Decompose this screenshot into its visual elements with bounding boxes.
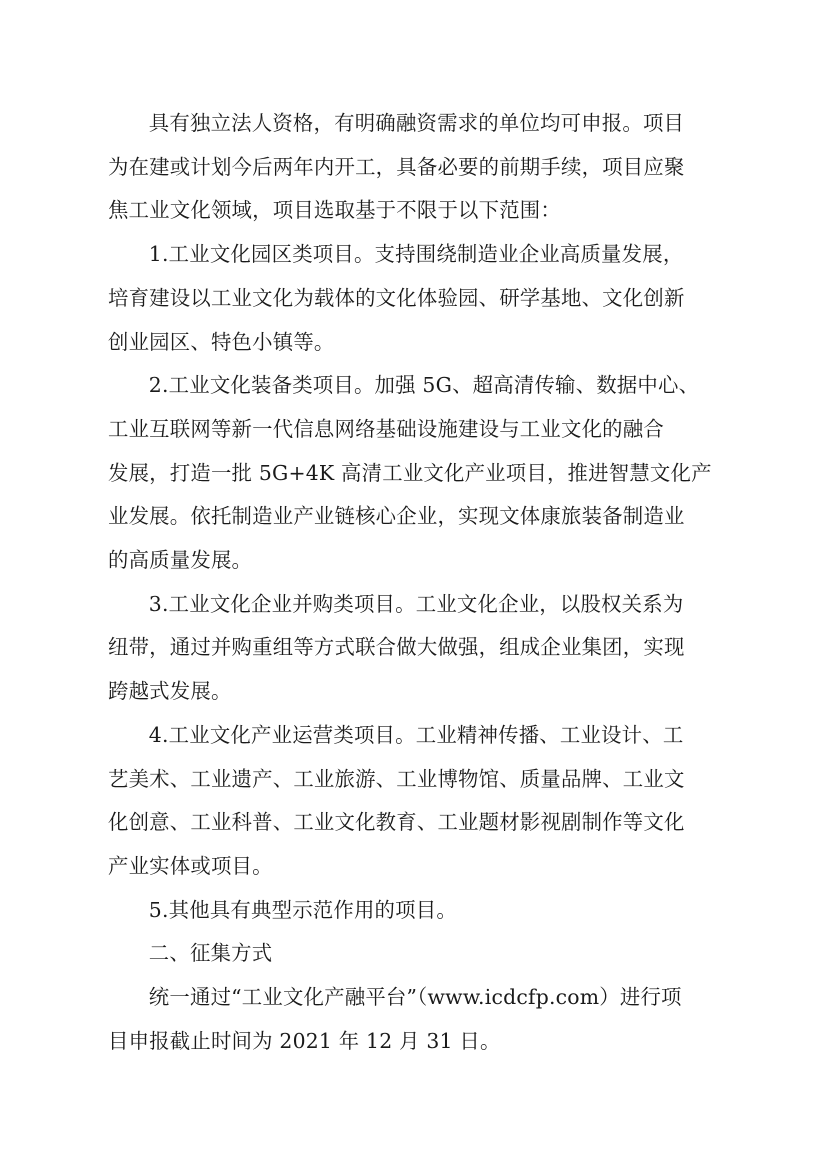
paragraph-item-3	[108, 583, 685, 714]
text-line: 发展，打造一批 5G+4K 高清工业文化产业项目，推进智慧文化产	[108, 460, 712, 485]
paragraph-item-4	[108, 714, 685, 889]
paragraph-submission	[108, 976, 682, 1063]
text-line: 5.其他具有典型示范作用的项目。	[148, 897, 457, 922]
paragraph-item-2	[108, 364, 712, 583]
text-line: 1.工业文化园区类项目。支持围绕制造业企业高质量发展，	[148, 242, 684, 267]
section-heading-collection-method	[108, 932, 668, 976]
text-line: 艺美术、工业遗产、工业旅游、工业博物馆、质量品牌、工业文	[108, 766, 685, 791]
paragraph-item-1	[108, 233, 685, 364]
text-line: 培育建设以工业文化为载体的文化体验园、研学基地、文化创新	[108, 285, 685, 310]
text-line: 的高质量发展。	[108, 548, 253, 573]
paragraph-item-5	[108, 889, 668, 933]
text-line: 2.工业文化装备类项目。加强 5G、超高清传输、数据中心、	[148, 373, 700, 398]
text-line: 焦工业文化领域，项目选取基于不限于以下范围：	[108, 198, 561, 223]
text-line: 3.工业文化企业并购类项目。工业文化企业，以股权关系为	[148, 591, 684, 616]
text-line: 产业实体或项目。	[108, 853, 273, 878]
document-body	[108, 102, 712, 1063]
text-line: 具有独立法人资格，有明确融资需求的单位均可申报。项目	[148, 111, 685, 135]
text-line: 为在建或计划今后两年内开工，具备必要的前期手续，项目应聚	[108, 154, 685, 179]
text-line: 工业互联网等新一代信息网络基础设施建设与工业文化的融合	[108, 416, 664, 441]
text-line: 跨越式发展。	[108, 679, 232, 704]
text-line: 创业园区、特色小镇等。	[108, 329, 335, 354]
paragraph-eligibility	[108, 102, 685, 233]
text-line: 目申报截止时间为 2021 年 12 月 31 日。	[108, 1028, 501, 1053]
text-line: 4.工业文化产业运营类项目。工业精神传播、工业设计、工	[148, 722, 684, 747]
text-line: 业发展。依托制造业产业链核心企业，实现文体康旅装备制造业	[108, 504, 685, 529]
text-line: 统一通过“工业文化产融平台”（www.icdcfp.com）进行项	[148, 985, 682, 1010]
text-line: 二、征集方式	[148, 941, 273, 966]
text-line: 纽带，通过并购重组等方式联合做大做强，组成企业集团，实现	[108, 635, 685, 660]
text-line: 化创意、工业科普、工业文化教育、工业题材影视剧制作等文化	[108, 810, 685, 835]
